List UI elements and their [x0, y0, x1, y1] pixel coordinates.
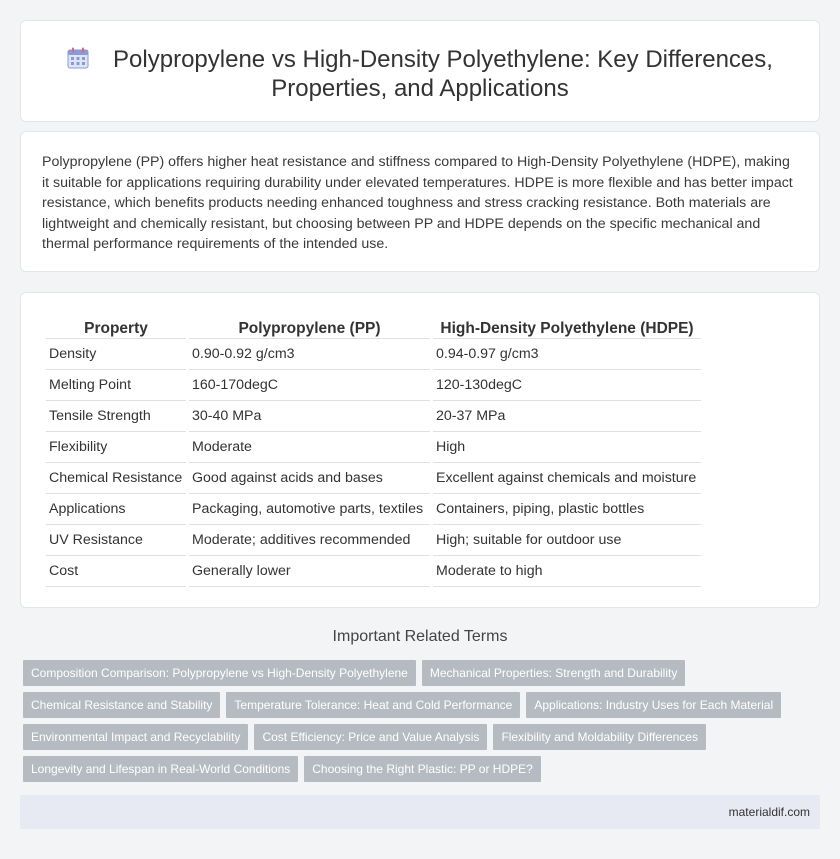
cell-property: Chemical Resistance	[46, 463, 186, 494]
cell-pp: 160-170degC	[189, 370, 430, 401]
cell-property: Flexibility	[46, 432, 186, 463]
cell-pp: 30-40 MPa	[189, 401, 430, 432]
table-header-row	[46, 314, 701, 339]
cell-hdpe: Excellent against chemicals and moisture	[433, 463, 701, 494]
related-term-tag[interactable]: Choosing the Right Plastic: PP or HDPE?	[304, 756, 541, 782]
table-row	[46, 525, 701, 556]
page-title: Polypropylene vs High-Density Polyethylene: Key Differences, Properties, and Applications	[113, 46, 773, 102]
header-card	[20, 20, 820, 122]
header-pp: Polypropylene (PP)	[189, 314, 430, 339]
table-row	[46, 494, 701, 525]
cell-hdpe: Moderate to high	[433, 556, 701, 587]
intro-paragraph: Polypropylene (PP) offers higher heat resistance and stiffness compared to High-Density Polyethylene (HDPE), making it suitable for applications requiring durability under elevated temperatures. HDPE is more flexible and has better impact resistance, which benefits products needing enhanced toughness and stress cracking resistance. Both materials are lightweight and chemically resistant, but choosing between PP and HDPE depends on the specific mechanical and thermal performance requirements of the intended use.	[42, 154, 793, 252]
table-row	[46, 556, 701, 587]
table-row	[46, 370, 701, 401]
cell-property: Density	[46, 339, 186, 370]
cell-property: Tensile Strength	[46, 401, 186, 432]
related-terms-title: Important Related Terms	[332, 628, 508, 645]
cell-hdpe: Containers, piping, plastic bottles	[433, 494, 701, 525]
cell-hdpe: 20-37 MPa	[433, 401, 701, 432]
related-term-tag[interactable]: Applications: Industry Uses for Each Material	[526, 692, 781, 718]
cell-property: Melting Point	[46, 370, 186, 401]
cell-property: Cost	[46, 556, 186, 587]
related-term-tag[interactable]: Mechanical Properties: Strength and Durability	[422, 660, 685, 686]
table-row	[46, 339, 701, 370]
intro-card	[20, 131, 820, 272]
related-term-tag[interactable]: Chemical Resistance and Stability	[23, 692, 220, 718]
cell-pp: Good against acids and bases	[189, 463, 430, 494]
cell-pp: 0.90-0.92 g/cm3	[189, 339, 430, 370]
cell-hdpe: High	[433, 432, 701, 463]
table-row	[46, 463, 701, 494]
footer	[20, 795, 820, 829]
tag-row	[23, 756, 823, 782]
related-terms-list	[23, 660, 823, 788]
page-title-wrap	[21, 45, 819, 103]
cell-pp: Moderate	[189, 432, 430, 463]
related-term-tag[interactable]: Temperature Tolerance: Heat and Cold Performance	[226, 692, 520, 718]
table-body	[46, 339, 701, 587]
cell-hdpe: 120-130degC	[433, 370, 701, 401]
tag-row	[23, 724, 823, 750]
cell-hdpe: 0.94-0.97 g/cm3	[433, 339, 701, 370]
related-term-tag[interactable]: Longevity and Lifespan in Real-World Conditions	[23, 756, 298, 782]
cell-property: UV Resistance	[46, 525, 186, 556]
cell-property: Applications	[46, 494, 186, 525]
tag-row	[23, 692, 823, 718]
related-term-tag[interactable]: Composition Comparison: Polypropylene vs High-Density Polyethylene	[23, 660, 416, 686]
footer-site-link[interactable]: materialdif.com	[728, 805, 810, 819]
tag-row	[23, 660, 823, 686]
cell-pp: Moderate; additives recommended	[189, 525, 430, 556]
related-term-tag[interactable]: Environmental Impact and Recyclability	[23, 724, 248, 750]
table-row	[46, 401, 701, 432]
comparison-table	[43, 314, 704, 587]
header-hdpe: High-Density Polyethylene (HDPE)	[433, 314, 701, 339]
related-term-tag[interactable]: Cost Efficiency: Price and Value Analysis	[254, 724, 487, 750]
table-row	[46, 432, 701, 463]
cell-pp: Packaging, automotive parts, textiles	[189, 494, 430, 525]
cell-pp: Generally lower	[189, 556, 430, 587]
header-property: Property	[46, 314, 186, 339]
comparison-table-card	[20, 292, 820, 608]
related-term-tag[interactable]: Flexibility and Moldability Differences	[493, 724, 706, 750]
calendar-grid-icon	[67, 47, 89, 69]
cell-hdpe: High; suitable for outdoor use	[433, 525, 701, 556]
